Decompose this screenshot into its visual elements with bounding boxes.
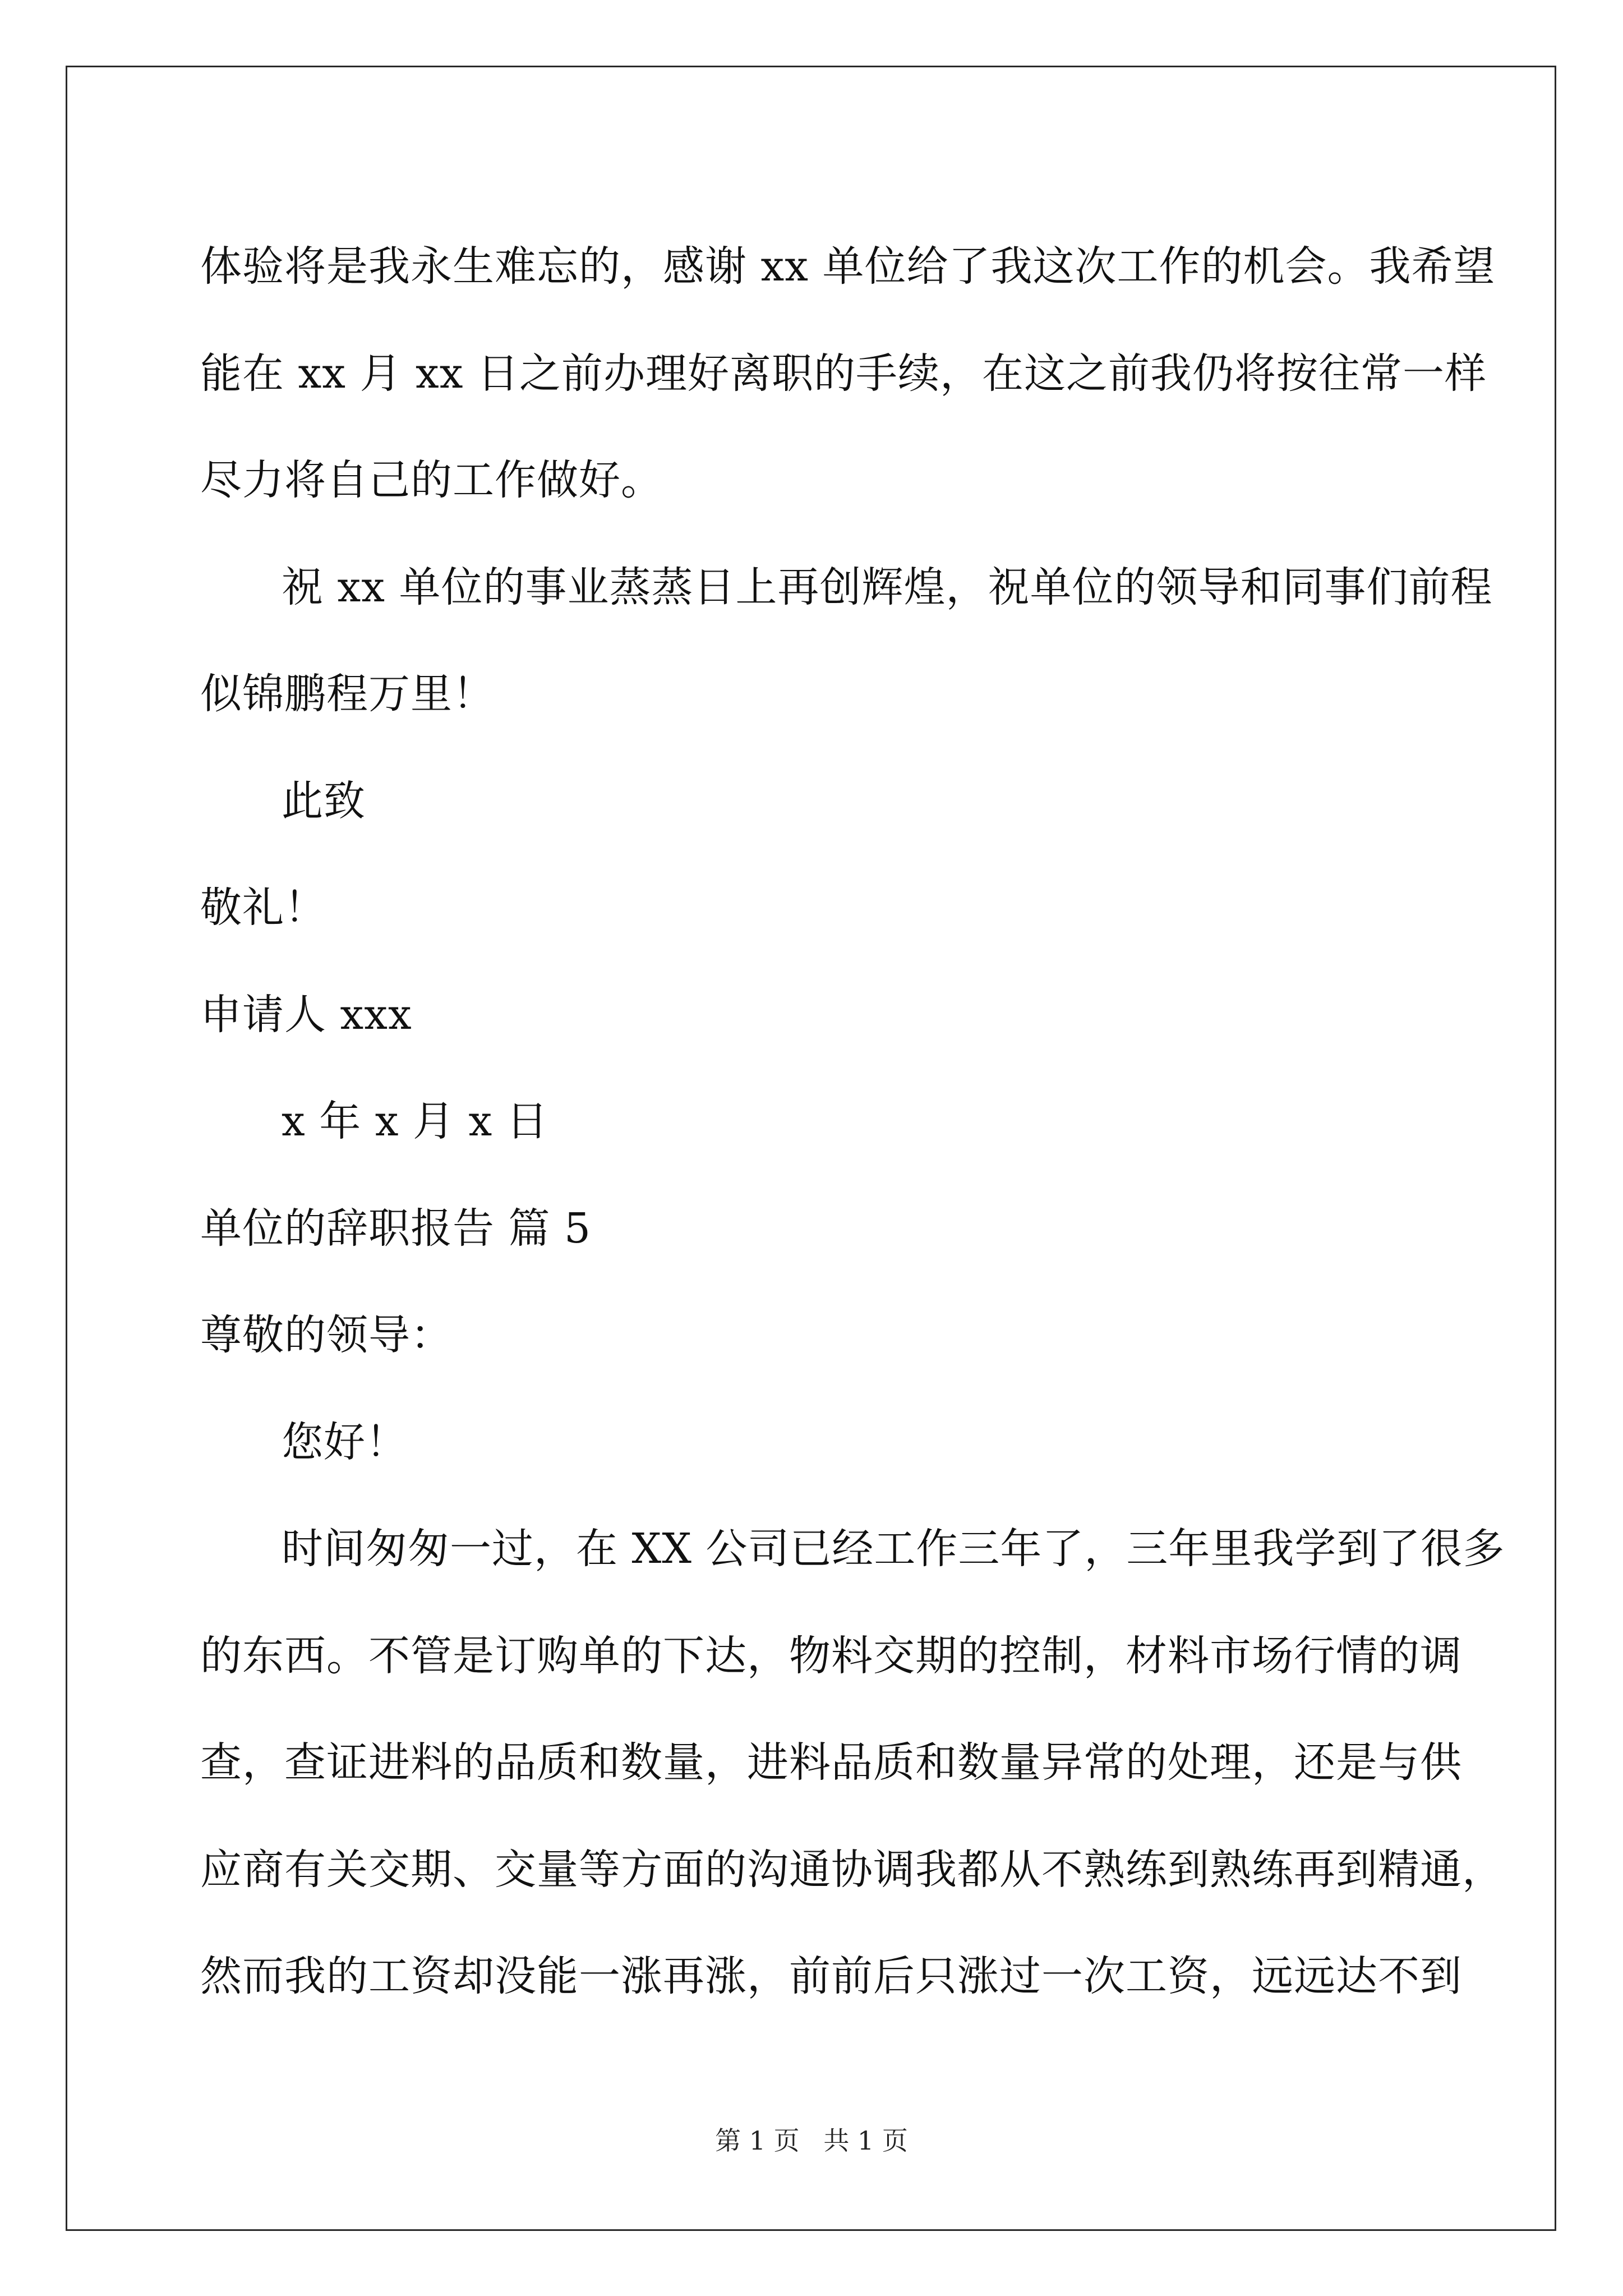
applicant-signature: 申请人 xxx [200, 990, 412, 1039]
text-line: 似锦鹏程万里！ [200, 670, 495, 718]
closing-salutation: 此致 [282, 776, 366, 825]
section-heading: 单位的辞职报告 篇 5 [200, 1204, 592, 1253]
page-total: 共 1 页 [823, 2125, 908, 2156]
text-line: 体验将是我永生难忘的，感谢 xx 单位给了我这次工作的机会。我希望 [200, 242, 1496, 291]
text-line: 时间匆匆一过，在 XX 公司已经工作三年了，三年里我学到了很多 [282, 1525, 1505, 1573]
text-line: 应商有关交期、交量等方面的沟通协调我都从不熟练到熟练再到精通， [200, 1845, 1504, 1894]
text-line: 祝 xx 单位的事业蒸蒸日上再创辉煌，祝单位的领导和同事们前程 [282, 563, 1493, 611]
page-number: 第 1 页 [715, 2125, 800, 2156]
closing-regards: 敬礼！ [200, 884, 326, 932]
document-body [200, 213, 1505, 2030]
greeting: 您好！ [282, 1418, 408, 1466]
text-line: 能在 xx 月 xx 日之前办理好离职的手续，在这之前我仍将按往常一样 [200, 349, 1487, 398]
page-footer [0, 2120, 1623, 2157]
text-line: 然而我的工资却没能一涨再涨，前前后只涨过一次工资，远远达不到 [200, 1952, 1462, 2000]
greeting-addressee: 尊敬的领导： [200, 1311, 453, 1359]
signature-date: x 年 x 月 x 日 [282, 1097, 548, 1145]
text-line: 的东西。不管是订购单的下达，物料交期的控制，材料市场行情的调 [200, 1631, 1462, 1680]
text-line: 查，查证进料的品质和数量，进料品质和数量异常的处理，还是与供 [200, 1738, 1462, 1787]
text-line: 尽力将自己的工作做好。 [200, 456, 663, 504]
